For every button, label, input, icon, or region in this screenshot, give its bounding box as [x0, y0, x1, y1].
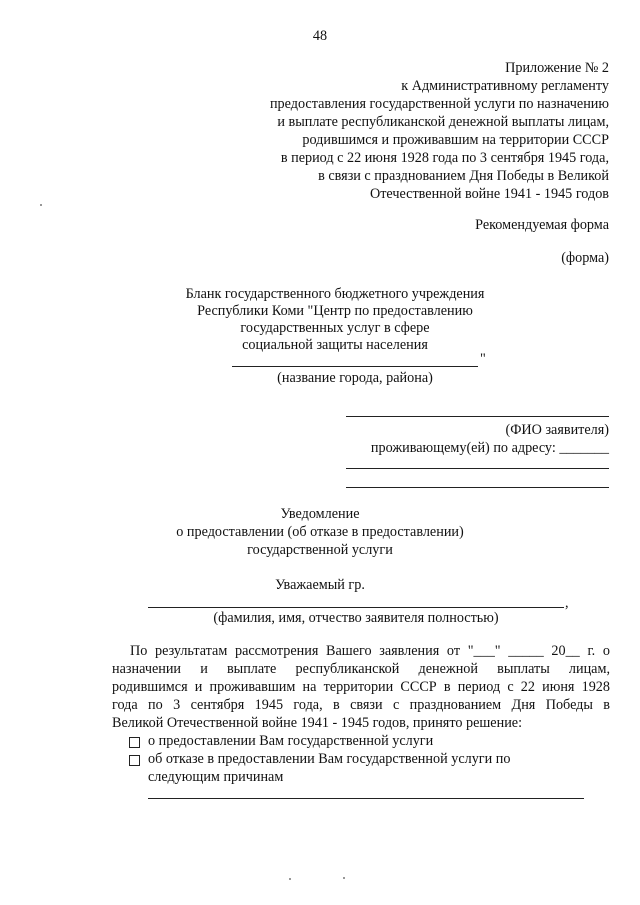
refusal-option-continuation: следующим причинам — [148, 769, 284, 785]
appendix-line-1: Приложение № 2 — [505, 60, 609, 76]
address-label: проживающему(ей) по адресу: _______ — [370, 440, 609, 456]
address-underline-1 — [346, 468, 609, 469]
scan-speck — [343, 877, 345, 879]
body-line-5: Великой Отечественной войне 1941 - 1945 годов, принято решение: — [112, 715, 523, 731]
applicant-name-underline — [148, 607, 564, 608]
fio-underline — [346, 416, 609, 417]
appendix-line-4: и выплате республиканской денежной выплаты лицам, — [277, 114, 609, 130]
form-label: (форма) — [561, 250, 609, 266]
appendix-line-8: Отечественной войне 1941 - 1945 годов — [369, 186, 609, 202]
refusal-checkbox[interactable] — [129, 755, 140, 766]
grant-checkbox[interactable] — [129, 737, 140, 748]
notice-title-line-2: о предоставлении (об отказе в предоставлении) — [176, 524, 464, 540]
notice-title-line-3: государственной услуги — [247, 542, 393, 558]
appendix-line-7: в связи с празднованием Дня Победы в Великой — [318, 168, 609, 184]
institution-line-1: Бланк государственного бюджетного учреждения — [185, 286, 485, 302]
city-caption: (название города, района) — [277, 370, 433, 386]
salutation-comma: , — [565, 595, 569, 611]
address-underline-2 — [346, 487, 609, 488]
closing-quote: " — [480, 351, 486, 367]
page-number: 48 — [312, 28, 328, 44]
applicant-name-caption: (фамилия, имя, отчество заявителя полностью) — [213, 610, 499, 626]
body-line-1: По результатам рассмотрения Вашего заявления от "___" _____ 20__ г. о — [130, 643, 610, 659]
refusal-option-label: об отказе в предоставлении Вам государственной услуги по — [148, 751, 511, 767]
institution-line-4: социальной защиты населения — [242, 337, 428, 353]
city-underline — [232, 366, 478, 367]
appendix-line-5: родившимся и проживавшим на территории СССР — [302, 132, 609, 148]
notice-title-line-1: Уведомление — [280, 506, 360, 522]
body-line-3: родившимся и проживавшим на территории СССР в период с 22 июня 1928 — [112, 679, 610, 695]
fio-caption: (ФИО заявителя) — [505, 422, 609, 438]
recommended-form-label: Рекомендуемая форма — [475, 217, 609, 233]
grant-option-label: о предоставлении Вам государственной услуги — [148, 733, 434, 749]
appendix-line-6: в период с 22 июня 1928 года по 3 сентября 1945 года, — [280, 150, 609, 166]
scan-speck — [40, 204, 42, 206]
body-line-2: назначении и выплате республиканской денежной выплаты лицам, — [112, 661, 610, 677]
scan-speck — [289, 878, 291, 880]
appendix-line-2: к Административному регламенту — [401, 78, 609, 94]
institution-line-2: Республики Коми "Центр по предоставлению — [197, 303, 473, 319]
institution-line-3: государственных услуг в сфере — [240, 320, 430, 336]
body-line-4: года по 3 сентября 1945 года, в связи с празднованием Дня Победы в — [112, 697, 610, 713]
appendix-line-3: предоставления государственной услуги по назначению — [269, 96, 609, 112]
reasons-underline — [148, 798, 584, 799]
salutation-greeting: Уважаемый гр. — [275, 577, 365, 593]
